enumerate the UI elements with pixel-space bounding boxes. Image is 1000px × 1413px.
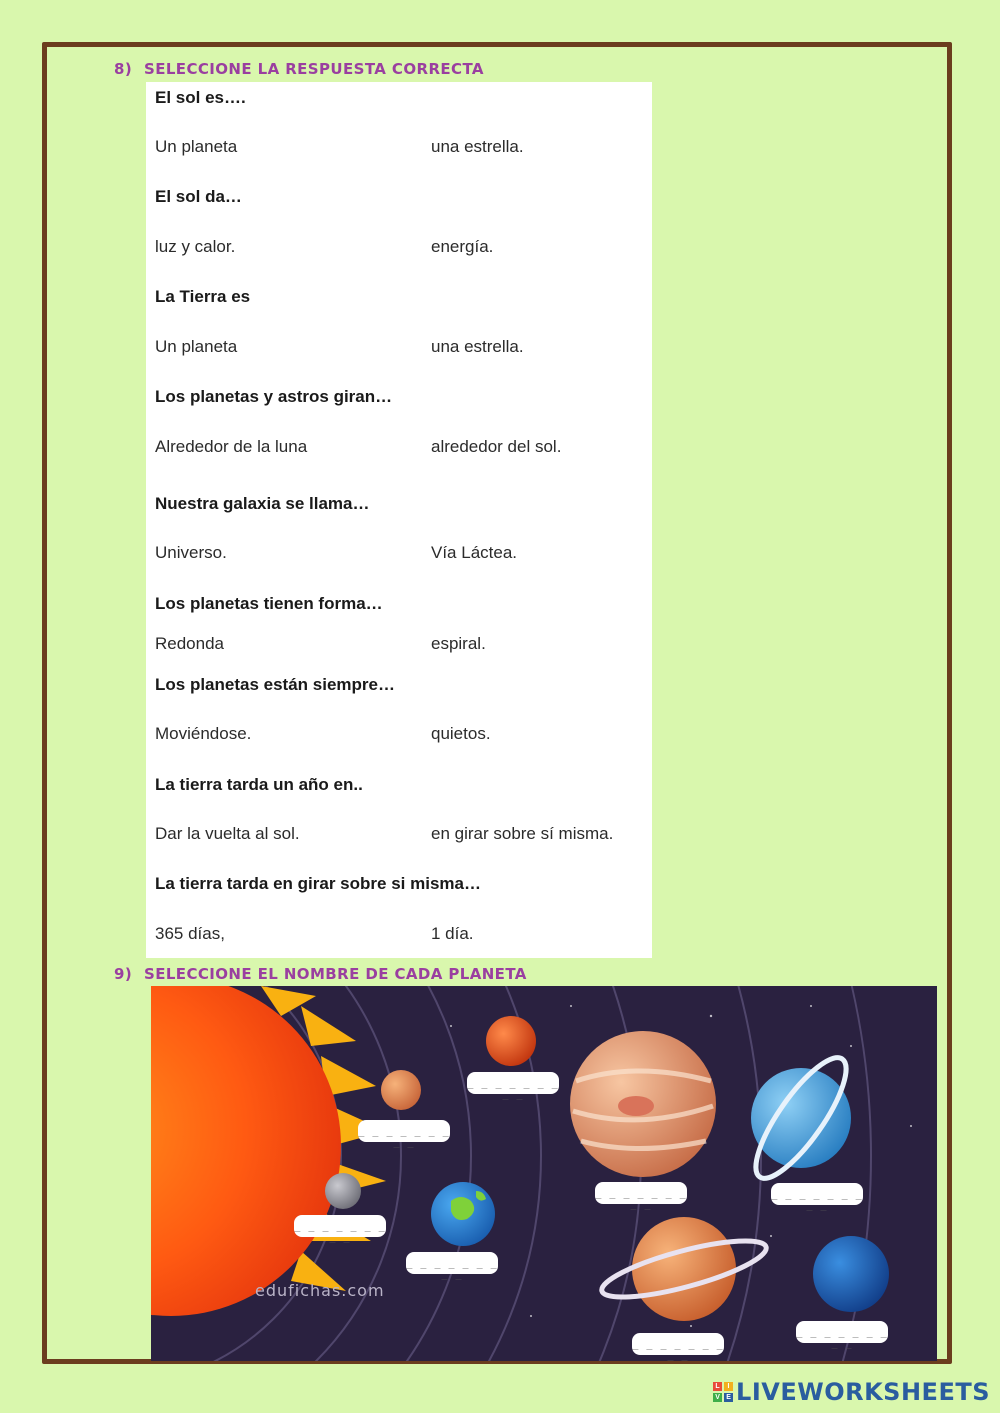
logo-mark (713, 1382, 733, 1402)
earth-name-blank[interactable]: _ _ _ _ _ _ _ _ _ (406, 1252, 498, 1274)
quiz-card (146, 82, 652, 958)
option-b[interactable]: una estrella. (431, 337, 524, 356)
option-a[interactable]: Dar la vuelta al sol. (155, 824, 300, 843)
option-a[interactable]: Redonda (155, 634, 225, 653)
venus-planet (381, 1070, 421, 1110)
question-text: El sol es…. (155, 88, 246, 107)
option-a[interactable]: 365 días, (155, 924, 225, 943)
solar-system-illustration (151, 986, 937, 1361)
liveworksheets-logo (713, 1377, 990, 1407)
section-8-heading (114, 60, 484, 78)
question-text: El sol da… (155, 187, 242, 206)
uranus-name-blank[interactable]: _ _ _ _ _ _ _ _ _ (771, 1183, 863, 1205)
question-text: La tierra tarda en girar sobre si misma… (155, 874, 481, 893)
question-text: Los planetas y astros giran… (155, 387, 393, 406)
section-number: 8) (114, 60, 133, 78)
option-b[interactable]: energía. (431, 237, 494, 256)
mars-planet (486, 1016, 536, 1066)
option-a[interactable]: Universo. (155, 543, 227, 562)
solar-system-drawing (151, 986, 937, 1361)
mars-name-blank[interactable]: _ _ _ _ _ _ _ _ _ (467, 1072, 559, 1094)
neptune-planet (813, 1236, 889, 1312)
watermark: edufichas.com (255, 1281, 385, 1300)
logo-letter: V (713, 1393, 722, 1402)
logo-text: LIVEWORKSHEETS (736, 1378, 990, 1406)
option-b[interactable]: espiral. (431, 634, 486, 653)
option-a[interactable]: Un planeta (155, 337, 238, 356)
option-b[interactable]: en girar sobre sí misma. (431, 824, 614, 843)
neptune-name-blank[interactable]: _ _ _ _ _ _ _ _ _ (796, 1321, 888, 1343)
question-text: La Tierra es (155, 287, 251, 306)
section-9-heading (114, 965, 527, 983)
mercury-planet (325, 1173, 361, 1209)
question-text: La tierra tarda un año en.. (155, 775, 363, 794)
option-b[interactable]: quietos. (431, 724, 491, 743)
option-b[interactable]: alrededor del sol. (431, 437, 562, 456)
option-b[interactable]: una estrella. (431, 137, 524, 156)
option-b[interactable]: 1 día. (431, 924, 474, 943)
option-a[interactable]: Un planeta (155, 137, 238, 156)
question-text: Nuestra galaxia se llama… (155, 494, 370, 513)
saturn-name-blank[interactable]: _ _ _ _ _ _ _ _ _ (632, 1333, 724, 1355)
logo-letter: I (724, 1382, 733, 1391)
logo-letter: E (724, 1393, 733, 1402)
section-number: 9) (114, 965, 133, 983)
section-title: SELECCIONE EL NOMBRE DE CADA PLANETA (144, 965, 527, 983)
question-text: Los planetas están siempre… (155, 675, 395, 694)
option-b[interactable]: Vía Láctea. (431, 543, 518, 562)
option-a[interactable]: Moviéndose. (155, 724, 252, 743)
question-text: Los planetas tienen forma… (155, 594, 383, 613)
jupiter-name-blank[interactable]: _ _ _ _ _ _ _ _ _ (595, 1182, 687, 1204)
venus-name-blank[interactable]: _ _ _ _ _ _ _ _ _ (358, 1120, 450, 1142)
option-a[interactable]: luz y calor. (155, 237, 236, 256)
section-title: SELECCIONE LA RESPUESTA CORRECTA (144, 60, 484, 78)
mercury-name-blank[interactable]: _ _ _ _ _ _ _ _ _ (294, 1215, 386, 1237)
option-a[interactable]: Alrededor de la luna (155, 437, 308, 456)
logo-letter: L (713, 1382, 722, 1391)
